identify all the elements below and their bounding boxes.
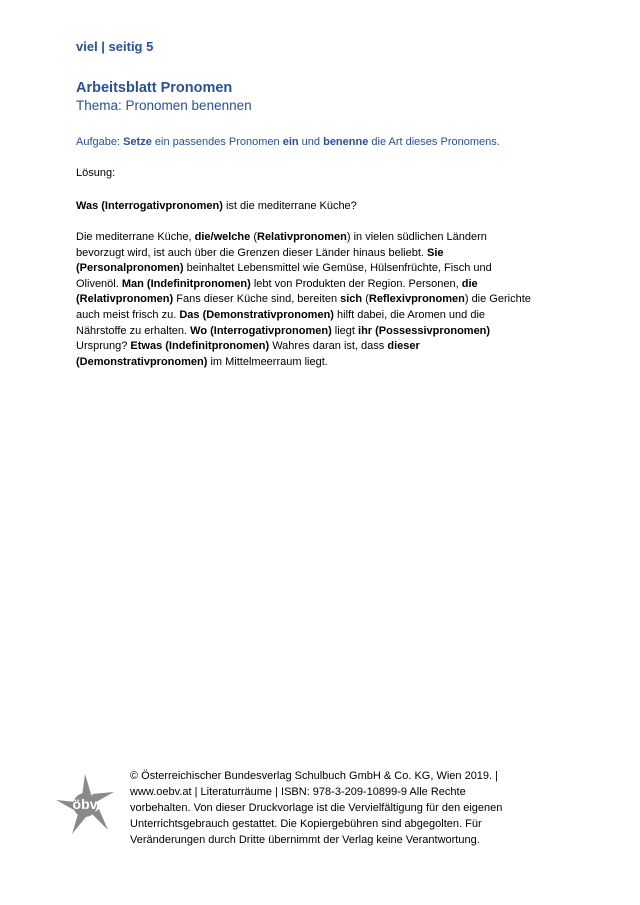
pronoun: die/welche [194, 231, 251, 243]
pronoun: Das (Demonstrativpronomen) [179, 308, 334, 321]
footer-copyright [130, 768, 600, 848]
paragraph-line [76, 324, 566, 340]
footer-line: © Österreichischer Bundesverlag Schulbuch GmbH & Co. KG, Wien 2019. | [130, 770, 499, 782]
text-run: im Mittelmeerraum liegt. [207, 355, 328, 368]
pronoun-type: (Personalpronomen) [76, 262, 184, 275]
footer-line: www.oebv.at | Literaturräume | ISBN: 978-3-209-10899-9 Alle Rechte [130, 786, 466, 798]
pronoun: Sie [427, 246, 444, 259]
paragraph-line [76, 292, 566, 308]
pronoun-type: (Relativpronomen) [76, 293, 174, 306]
paragraph-line [76, 261, 566, 277]
pronoun: sich [340, 293, 363, 306]
text-run: ( [250, 231, 257, 243]
text-run: ( [362, 293, 369, 306]
task-setze: Setze [123, 136, 152, 148]
pronoun-type: Relativpronomen [257, 231, 347, 243]
text-run: auch meist frisch zu. [76, 308, 180, 321]
text-run: Die mediterrane Küche, [76, 231, 195, 243]
pronoun: ihr (Possessivpronomen) [358, 324, 491, 337]
question-answer: Was (Interrogativpronomen) [76, 200, 223, 212]
text-run: liegt [331, 324, 359, 337]
text-run: hilft dabei, die Aromen und die [333, 308, 486, 321]
footer-line: Veränderungen durch Dritte übernimmt der Verlag keine Verantwortung. [130, 834, 480, 846]
pronoun: Wo (Interrogativpronomen) [190, 324, 332, 337]
task-text-1: ein passendes Pronomen [151, 136, 283, 148]
task-text-2: und [298, 136, 324, 148]
paragraph-line [76, 355, 566, 371]
task-prefix: Aufgabe: [76, 136, 124, 148]
text-run: Ursprung? [76, 340, 131, 353]
text-run: ) in vielen südlichen Ländern [346, 231, 487, 243]
footer-line: vorbehalten. Von dieser Druckvorlage ist die Vervielfältigung für den eigenen [130, 802, 503, 814]
text-run: Olivenöl. [76, 277, 122, 290]
solution-paragraph [76, 230, 566, 370]
logo-text: öbv [72, 796, 98, 812]
paragraph-line [76, 246, 566, 262]
text-run: bevorzugt wird, ist auch über die Grenzen dieser Länder hinaus beliebt. [76, 246, 427, 259]
page-header: viel | seitig 5 [76, 39, 154, 54]
worksheet-subtitle: Thema: Pronomen benennen [76, 98, 252, 113]
pronoun: Man (Indefinitpronomen) [121, 277, 251, 290]
text-run: lebt von Produkten der Region. Personen, [250, 277, 462, 290]
solution-label: Lösung: [76, 167, 116, 179]
paragraph-line [76, 339, 566, 355]
task-benenne: benenne [323, 136, 369, 148]
text-run: ) die Gerichte [464, 293, 531, 306]
worksheet-title: Arbeitsblatt Pronomen [76, 80, 233, 96]
pronoun: dieser [387, 340, 420, 353]
text-run: Wahres daran ist, dass [269, 340, 388, 353]
paragraph-line [76, 277, 566, 293]
oebv-logo-icon [52, 772, 118, 838]
task-ein: ein [282, 136, 299, 148]
task-text-3: die Art dieses Pronomens. [368, 136, 500, 148]
footer-line: Unterrichtsgebrauch gestattet. Die Kopiergebühren sind abgegolten. Für [130, 818, 482, 830]
solution-question [76, 200, 357, 212]
paragraph-line [76, 230, 566, 246]
pronoun-type: Reflexivpronomen [368, 293, 465, 306]
text-run: Nährstoffe zu erhalten. [76, 324, 191, 337]
text-run: Fans dieser Küche sind, bereiten [173, 293, 341, 306]
pronoun-type: (Demonstrativpronomen) [76, 355, 208, 368]
question-rest: ist die mediterrane Küche? [222, 200, 357, 212]
text-run: beinhaltet Lebensmittel wie Gemüse, Hülsenfrüchte, Fisch und [183, 262, 492, 275]
task-instruction [76, 136, 500, 148]
pronoun: Etwas (Indefinitpronomen) [130, 340, 270, 353]
paragraph-line [76, 308, 566, 324]
pronoun: die [461, 277, 478, 290]
